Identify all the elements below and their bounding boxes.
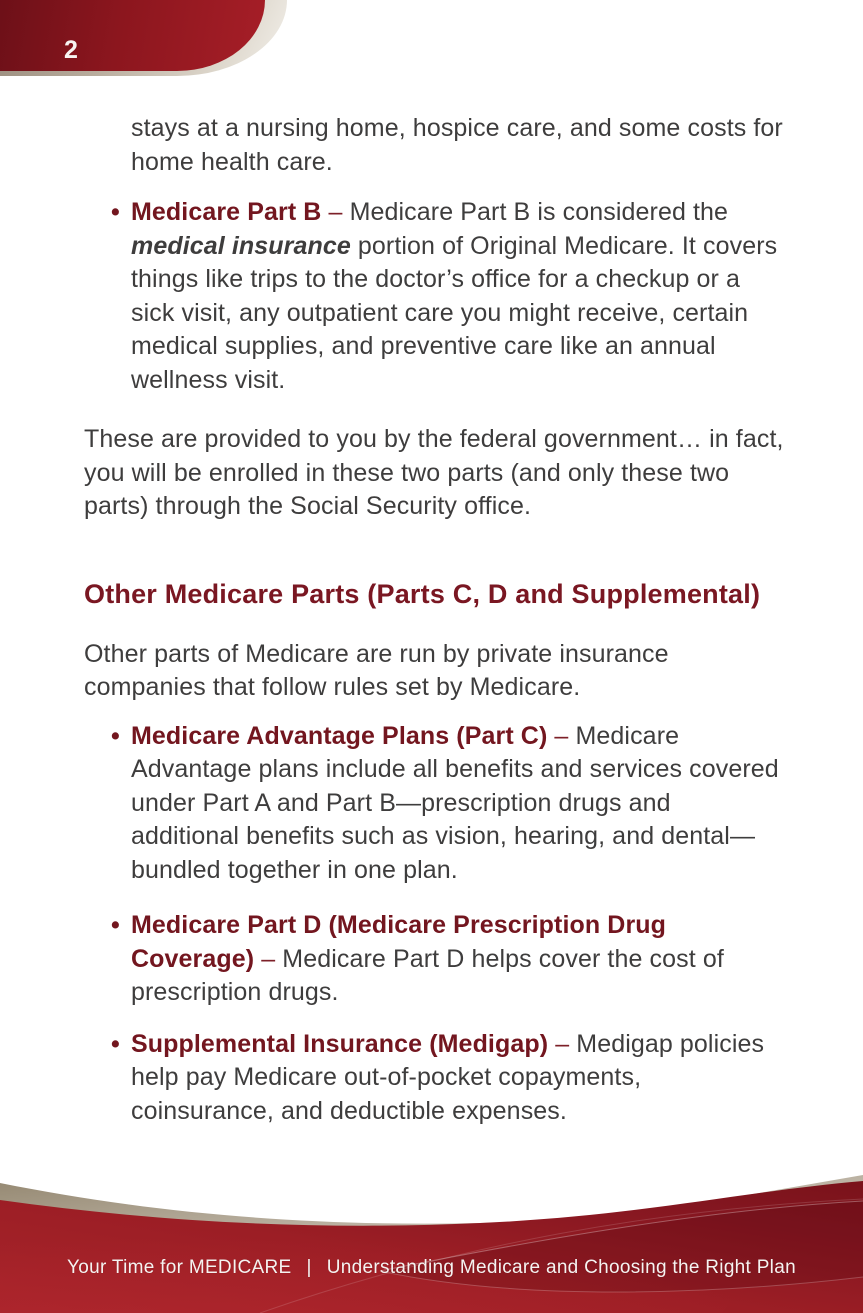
footer-wave (0, 1173, 863, 1313)
paragraph-other-parts: Other parts of Medicare are run by private insurance companies that follow rules set by Medicare. (84, 639, 669, 702)
footer-subtitle: Understanding Medicare and Choosing the Right Plan (326, 1257, 796, 1278)
footer-wave-graphic (0, 1173, 863, 1313)
header-tab (0, 0, 300, 80)
bullet-lead: Medicare Part D (Medicare Prescription Drug Coverage) (131, 911, 667, 973)
footer-brand: Your Time for MEDICARE (67, 1257, 292, 1278)
bullet-dot: • (111, 198, 120, 226)
continuation-paragraph: stays at a nursing home, hospice care, and some costs for home health care. (131, 114, 783, 176)
bullet-text: Medigap policies help pay Medicare out-of-pocket copayments, coinsurance, and deductible expenses. (131, 1029, 765, 1125)
bullet-item-part-b (84, 196, 784, 397)
bullet-item-part-c (84, 720, 784, 888)
footer-separator: | (306, 1257, 312, 1278)
bullet-text: Medicare Part D helps cover the cost of prescription drugs. (131, 944, 724, 1007)
bullet-item-medigap (84, 1028, 784, 1129)
bullet-dot: • (111, 911, 120, 940)
body-italic: medical insurance (131, 231, 351, 260)
dash: – (321, 198, 350, 226)
bullet-text: Medicare Advantage plans include all benefits and services covered under Part A and Part B—prescription drugs and additional benefits such as vision, hearing, and dental—bundled together in one plan. (131, 721, 779, 884)
paragraph-federal: These are provided to you by the federal government… in fact, you will be enrolled in these two parts (and only these two parts) through the Social Security office. (84, 425, 784, 520)
bullet-dot: • (111, 1029, 120, 1058)
bullet-text: portion of Original Medicare. It covers things like trips to the doctor’s office for a checkup or a sick visit, any outpatient care you might receive, certain medical supplies, and preventive care like an annual wellness visit. (131, 231, 778, 394)
bullet-lead: Medicare Part B (131, 198, 322, 226)
footer-text (0, 1257, 863, 1279)
bullet-dot: • (111, 721, 120, 750)
page-number: 2 (64, 36, 79, 64)
section-heading: Other Medicare Parts (Parts C, D and Supplemental) (84, 578, 761, 609)
bullet-lead: Medicare Advantage Plans (Part C) (131, 721, 548, 750)
dash: – (547, 721, 576, 750)
bullet-text: Medicare Part B is considered the (349, 198, 729, 226)
bullet-lead: Supplemental Insurance (Medigap) (131, 1029, 549, 1058)
dash: – (548, 1029, 577, 1058)
bullet-item-part-d (84, 909, 784, 1010)
content (84, 112, 784, 1128)
dash: – (254, 944, 283, 973)
